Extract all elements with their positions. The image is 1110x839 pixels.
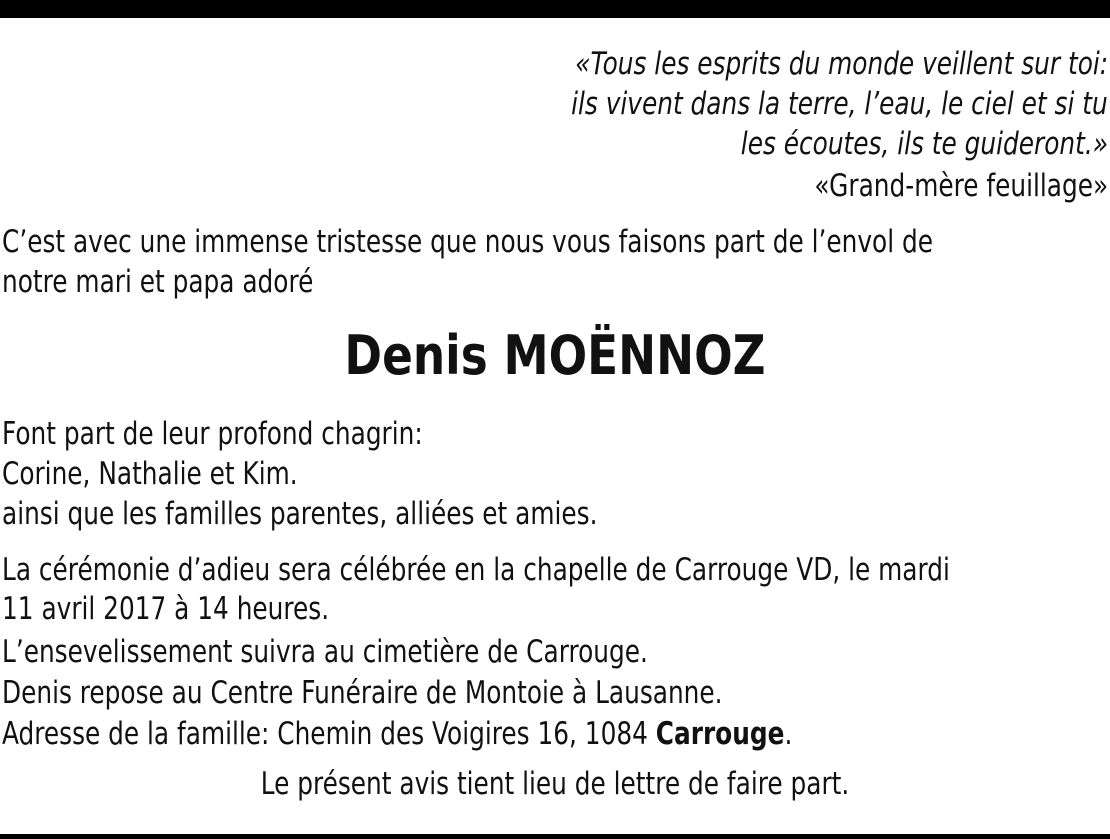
deceased-name: Denis MOËNNOZ [344, 324, 766, 387]
address-suffix: . [784, 716, 793, 752]
ceremony-line-2: 11 avril 2017 à 14 heures. [2, 591, 330, 627]
ceremony-line-1: La cérémonie d’adieu sera célébrée en la chapelle de Carrouge VD, le mardi [2, 552, 950, 588]
family-line-1: Font part de leur profond chagrin: [2, 416, 423, 452]
intro-line-2: notre mari et papa adoré [2, 264, 314, 300]
bottom-border-rule [0, 834, 1110, 839]
burial-line: L’ensevelissement suivra au cimetière de Carrouge. [2, 634, 648, 670]
family-line-3: ainsi que les familles parentes, alliées et amies. [2, 496, 598, 532]
quote-attribution: «Grand-mère feuillage» [814, 168, 1108, 204]
quote-line-3: les écoutes, ils te guideront.» [740, 126, 1108, 162]
address-city: Carrouge [655, 716, 785, 752]
family-line-2: Corine, Nathalie et Kim. [2, 456, 298, 492]
closing-line: Le présent avis tient lieu de lettre de faire part. [260, 766, 850, 802]
rest-line: Denis repose au Centre Funéraire de Montoie à Lausanne. [2, 675, 723, 711]
address-line [2, 714, 792, 754]
quote-line-2: ils vivent dans la terre, l’eau, le ciel et si tu [571, 86, 1108, 122]
quote-line-1: «Tous les esprits du monde veillent sur toi: [575, 46, 1108, 82]
top-border-rule [0, 0, 1110, 18]
intro-line-1: C’est avec une immense tristesse que nous vous faisons part de l’envol de [2, 224, 933, 260]
address-prefix: Adresse de la famille: Chemin des Voigires 16, 1084 [2, 716, 656, 752]
